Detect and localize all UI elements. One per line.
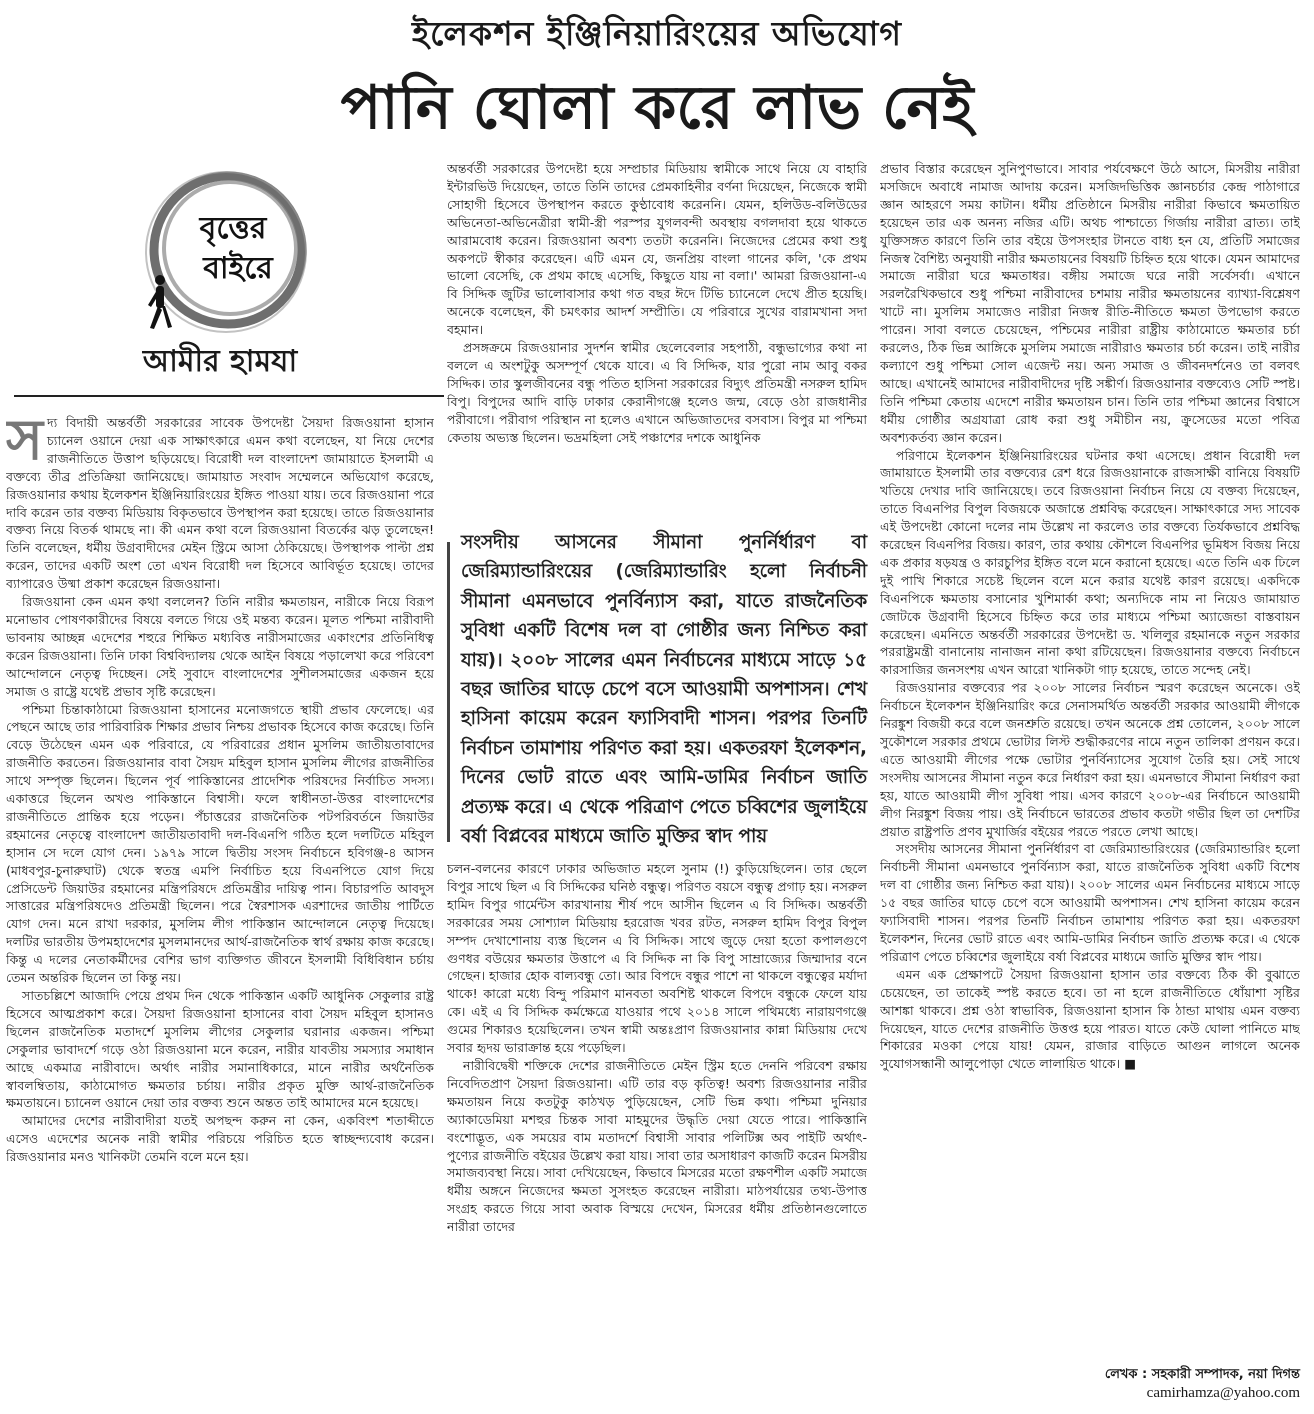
author-email[interactable]: camirhamza@yahoo.com <box>1146 1385 1300 1401</box>
author-name: আমীর হামযা <box>142 344 298 379</box>
paragraph: চলন-বলনের কারণে ঢাকার অভিজাত মহলে সুনাম (!) কুড়িয়েছিলেন। তার ছেলে বিপুর সাথে ছিল এ বি সিদ্দিকের ঘনিষ্ঠ বন্ধুত্ব। পরিণত বয়সে বন্ধুত্ব প্রগাঢ় হয়। নসরুল হামিদ বিপুর গার্মেন্টস কারখানায় শীর্ষ পদে আসীন ছিলেন এ বি সিদ্দিক। অন্তর্বর্তী সরকারের সময় সোশ্যাল মিডিয়ায় হররোজ খবর রটত, নসরুল হামিদ বিপুর বিপুল সম্পদ দেখাশোনায় ব্যস্ত ছিলেন এ বি সিদ্দিক। সাথে জুড়ে দেয়া হতো কপালগুণে গুণধর বউয়ের ক্ষমতার উত্তাপে এ বি সিদ্দিক না কি বিপু সাম্রাজ্যের জিম্মাদার বনে গেছেন। হাজার হোক বাল্যবন্ধু তো। আর বিপদে বন্ধুর পাশে না থাকলে বন্ধুত্বের মর্যাদা থাকে! কারো মধ্যে বিন্দু পরিমাণ মানবতা অবশিষ্ট থাকলে বিপদে বন্ধুকে ফেলে যায় কে। এই এ বি সিদ্দিক কর্মক্ষেত্রে যাওয়ার পথে ২০১৪ সালে পথিমধ্যে নারায়ণগঞ্জে গুমের শিকারও হয়েছিলেন। তখন স্বামী অন্তঃপ্রাণ রিজওয়ানার কান্না মিডিয়ায় দেখে সবার হৃদয় ভারাক্রান্ত হয়ে পড়েছিল। <box>447 861 867 1056</box>
pull-quote-text: সংসদীয় আসনের সীমানা পুনর্নির্ধারণ বা জেরিম্যান্ডারিংয়ের (জেরিম্যান্ডারিং হলো নির্বাচনী সীমানা এমনভাবে পুনর্বিন্যাস করা, যাতে রাজনৈতিক সুবিধা একটি বিশেষ দল বা গোষ্ঠীর জন্য নিশ্চিত করা যায়)। ২০০৮ সালের এমন নির্বাচনের মাধ্যমে সাড়ে ১৫ বছর জাতির ঘাড়ে চেপে বসে আওয়ামী অপশাসন। শেখ হাসিনা কায়েম করেন ফ্যাসিবাদী শাসন। পরপর তিনটি নির্বাচন তামাশায় পরিণত করা হয়। একতরফা ইলেকশন, দিনের ভোট রাতে এবং আমি-ডামির নির্বাচন জাতি প্রত্যক্ষ করে। এ থেকে পরিত্রাণ পেতে চব্বিশের জুলাইয়ে বর্ষা বিপ্লবের মাধ্যমে জাতি মুক্তির স্বাদ পায় <box>461 532 867 848</box>
drop-cap: স <box>6 414 43 473</box>
pull-quote-bar <box>447 542 450 842</box>
paragraph: নারীবিদ্বেষী শক্তিকে দেশের রাজনীতিতে মেইন স্ট্রিম হতে দেননি পরিবেশ রক্ষায় নিবেদিতপ্রাণ সৈয়দা রিজওয়ানা। এটি তার বড় কৃতিত্ব! অবশ্য রিজওয়ানার নারীর ক্ষমতায়ন নিয়ে কতটুকু কাঠখড় পুড়িয়েছেন, সেটি ভিন্ন কথা। পশ্চিমা দুনিয়ার অ্যাকাডেমিয়া মশহুর চিন্তক সাবা মাহমুদের উদ্ধৃতি দেয়া যেতে পারে। পাকিস্তানি বংশোদ্ভূত, এক সময়ের বাম মতাদর্শে বিশ্বাসী সাবার পলিটিক্স অব পাইটি অর্থাৎ- পুণ্যের রাজনীতি বইয়ের উল্লেখ করা যায়। সাবা তার অসাধারণ কাজটি করেন মিসরীয় সমাজব্যবস্থা নিয়ে। সাবা দেখিয়েছেন, কিভাবে মিসরের মতো রক্ষণশীল একটি সমাজে ধর্মীয় অঙ্গনে নিজেদের ক্ষমতা সুসংহত করেছেন নারীরা। মাঠপর্যায়ের তথ্য-উপাত্ত সংগ্রহ করতে গিয়ে সাবা অবাক বিস্ময়ে দেখেন, মিসরের ধর্মীয় প্রতিষ্ঠানগুলোতে নারীরা তাদের <box>447 1057 867 1235</box>
author-byline: লেখক : সহকারী সম্পাদক, নয়া দিগন্ত <box>1104 1367 1300 1382</box>
paragraph: আমাদের দেশের নারীবাদীরা যতই অপছন্দ করুন না কেন, একবিংশ শতাব্দীতে এসেও এদেশের অনেক নারী স্বামীর পরিচয়ে পরিচিত হতে স্বাচ্ছন্দ্যবোধ করেন। রিজওয়ানার মনও খানিকটা তেমনি বলে মনে হয়। <box>6 1113 434 1165</box>
article-column-2-top <box>447 160 867 518</box>
paragraph: পরিণামে ইলেকশন ইঞ্জিনিয়ারিংয়ের ঘটনার কথা এসেছে। প্রধান বিরোধী দল জামায়াতে ইসলামী তার বক্তব্যের রেশ ধরে রিজওয়ানাকে রাজসাক্ষী বানিয়ে বিষয়টি খতিয়ে দেখার দাবি জানিয়েছে। তবে রিজওয়ানা নির্বাচন নিয়ে যে বক্তব্য দিয়েছেন, তাতে বিএনপির বিপুল বিজয়কে অজান্তে প্রশ্নবিদ্ধ করেছেন। সাক্ষাৎকারে সদ্য সাবেক এই উপদেষ্টা কোনো দলের নাম উল্লেখ না করলেও তার বক্তব্যে তির্যকভাবে প্রশ্নবিদ্ধ করেছেন বিএনপির বিজয়। কারণ, তার কথায় কৌশলে বিএনপির ভূমিধস বিজয় নিয়ে এক প্রকার ষড়যন্ত্র ও কারচুপির ইঙ্গিত বলে মনে করানো হয়েছে। এতে তিনি এক ঢিলে দুই পাখি শিকারে সচেষ্ট ছিলেন বলে মনে করার যথেষ্ট কারণ রয়েছে। একদিকে বিএনপিকে ক্ষমতায় বসানোর খুশিমার্কা কথা; অন্যদিকে নাম না নিয়েও জামায়াত জোটকে উগ্রবাদী হিসেবে চিহ্নিত করে তার মাধ্যমে পশ্চিমা অ্যাজেন্ডা বাস্তবায়ন করেছেন। এমনিতে অন্তর্বর্তী সরকারের উপদেষ্টা ড. খলিলুর রহমানকে নতুন সরকার পররাষ্ট্রমন্ত্রী বানানোয় নানাজন নানা কথা রটিয়েছেন। রিজওয়ানার বক্তব্যে নির্বাচনে কারসাজির জনসংশয় এখন আরো খানিকটা গাঢ় হয়েছে, তাতে সন্দেহ নেই। <box>880 447 1300 678</box>
paragraph: রিজওয়ানা কেন এমন কথা বললেন? তিনি নারীর ক্ষমতায়ন, নারীকে নিয়ে বিরূপ মনোভাব পোষণকারীদের বিষয়ে বলতে গিয়ে ওই মন্তব্য করেন। মূলত পশ্চিমা নারীবাদী ভাবনায় আচ্ছন্ন এদেশের শহুরে শিক্ষিত মধ্যবিত্ত নারীসমাজের একাংশের প্রতিনিধিত্ব করেন রিজওয়ানা। তিনি ঢাকা বিশ্ববিদ্যালয় থেকে আইন বিষয়ে পড়ালেখা করে পরিবেশ আন্দোলনে নেতৃত্ব দিচ্ছেন। সেই সুবাদে বাংলাদেশের সুশীলসমাজের একজন হয়ে সমাজ ও রাষ্ট্রে যথেষ্ট প্রভাব সৃষ্টি করেছেন। <box>6 594 434 699</box>
paragraph: পশ্চিমা চিন্তাকাঠামো রিজওয়ানা হাসানের মনোজগতে স্থায়ী প্রভাব ফেলেছে। এর পেছনে আছে তার পারিবারিক শিক্ষার প্রভাব নিশ্চয় প্রভাবক হিসেবে কাজ করেছে। তিনি বেড়ে উঠেছেন এমন এক পরিবারে, যে পরিবারের প্রধান মুসলিম জাতীয়তাবাদের রাজনীতি করতেন। রিজওয়ানার বাবা সৈয়দ মহিবুল হাসান মুসলিম লীগের রাজনীতির সাথে সম্পৃক্ত ছিলেন। ছিলেন পূর্ব পাকিস্তানের প্রাদেশিক পরিষদের নির্বাচিত সদস্য। একাত্তরে ছিলেন অখণ্ড পাকিস্তানে বিশ্বাসী। ফলে স্বাধীনতা-উত্তর বাংলাদেশের রাজনীতিতে প্রান্তিক হয়ে পড়েন। পঁচাত্তরের রাজনৈতিক পটপরিবর্তনে জিয়াউর রহমানের নেতৃত্বে বাংলাদেশ জাতীয়তাবাদী দল-বিএনপি গঠিত হলে দলটিতে মহিবুল হাসান সে দলে যোগ দেন। ১৯৭৯ সালে দ্বিতীয় সংসদ নির্বাচনে হবিগঞ্জ-৪ আসন (মাধবপুর-চুনারুঘাট) থেকে স্বতন্ত্র এমপি নির্বাচিত হয়ে বিএনপিতে যোগ দিয়ে প্রেসিডেন্ট জিয়াউর রহমানের মন্ত্রিপরিষদে প্রতিমন্ত্রীর দায়িত্ব পান। বিচারপতি আবদুস সাত্তারের মন্ত্রিপরিষদেও প্রতিমন্ত্রী ছিলেন। পরে স্বৈরশাসক এরশাদের জাতীয় পার্টিতে যোগ দেন। মনে রাখা দরকার, মুসলিম লীগ পাকিস্তান আন্দোলনে নেতৃত্ব দিয়েছে। দলটির ভারতীয় উপমহাদেশের মুসলমানদের আর্থ-রাজনৈতিক স্বার্থ রক্ষায় কাজ করেছে। কিন্তু এ দলের নেতাকর্মীদের বেশির ভাগ ব্যক্তিগত জীবনে ইসলামী বিধিবিধান চর্চায় তেমন অন্তরিক ছিলেন তা কিন্তু নয়। <box>6 701 434 986</box>
article-column-1 <box>6 414 434 1414</box>
paragraph: সংসদীয় আসনের সীমানা পুনর্নির্ধারণ বা জেরিম্যান্ডারিংয়ের (জেরিম্যান্ডারিং হলো নির্বাচনী সীমানা এমনভাবে পুনর্বিন্যাস করা, যাতে রাজনৈতিক সুবিধা একটি বিশেষ দল বা গোষ্ঠীর জন্য নিশ্চিত করা যায়)। ২০০৮ সালের এমন নির্বাচনের মাধ্যমে সাড়ে ১৫ বছর জাতির ঘাড়ে চেপে বসে আওয়ামী অপশাসন। শেখ হাসিনা কায়েম করেন ফ্যাসিবাদী শাসন। পরপর তিনটি নির্বাচন তামাশায় পরিণত করা হয়। একতরফা ইলেকশন, দিনের ভোট রাতে এবং আমি-ডামির নির্বাচন জাতি প্রত্যক্ষ করে। এ থেকে পরিত্রাণ পেতে চব্বিশের জুলাইয়ে বর্ষা বিপ্লবের মাধ্যমে জাতি মুক্তির স্বাদ পায়। <box>880 841 1300 964</box>
column-logo-line1: বৃত্তের <box>199 211 267 246</box>
headline-kicker: ইলেকশন ইঞ্জিনিয়ারিংয়ের অভিযোগ <box>412 14 902 53</box>
author-divider <box>14 395 444 397</box>
paragraph: প্রভাব বিস্তার করেছেন সুনিপুণভাবে। সাবার পর্যবেক্ষণে উঠে আসে, মিসরীয় নারীরা মসজিদে অবাধে নামাজ আদায় করেন। মসজিদভিত্তিক জ্ঞানচর্চার কেন্দ্র পাঠাগারে জ্ঞান আহরণে সময় কাটান। ধর্মীয় প্রতিষ্ঠানে মিসরীয় নারীরা কিভাবে ক্ষমতায়িত হয়েছেন তার এক অনন্য নজির এটি। অথচ পাশ্চাত্যে গির্জায় নারীরা ব্রাত্য। তাই যুক্তিসঙ্গত কারণে তিনি তার বইয়ে উপসংহার টানতে বাধ্য হন যে, প্রতিটি সমাজের নিজস্ব বৈশিষ্ট্য অনুযায়ী নারীর ক্ষমতায়নের বিষয়টি চিহ্নিত হয়ে থাকে। যেমন আমাদের সমাজে নারীরা ঘরে ক্ষমতাধর। বঙ্গীয় সমাজে ঘরে নারী সর্বেসর্বা। এখানে সরলরৈখিকভাবে শুধু পশ্চিমা নারীবাদের চশমায় নারীর ক্ষমতায়নের ব্যাখ্যা-বিশ্লেষণ খাটে না। মুসলিম সমাজেও নারীরা নিজস্ব রীতি-নীতিতে ক্ষমতা উপভোগ করতে পারেন। সাবা বলতে চেয়েছেন, পশ্চিমের নারীরা রাষ্ট্রীয় কাঠামোতে ক্ষমতার চর্চা করলেও, ঠিক ভিন্ন আঙ্গিকে মুসলিম সমাজে নারীরাও ক্ষমতার চর্চা করেন। তাই নারীর কল্যাণে শুধু পশ্চিমা সোল এজেন্ট নয়। অন্য সমাজ ও জীবনদর্শনেও তা বলবৎ আছে। এখানেই আমাদের নারীবাদীদের দৃষ্টি সঙ্কীর্ণ। রিজওয়ানার বক্তব্যেও সেটি স্পষ্ট। তিনি পশ্চিমা কেতায় এদেশে নারীর ক্ষমতায়ন চান। তিনি তার পশ্চিমা জ্ঞানের বিশ্বাসে ধর্মীয় গোষ্ঠীর অগ্রযাত্রা রোধ করা শুধু সমীচীন নয়, ক্রুসেডের মতো পবিত্র অবশ্যকর্তব্য জ্ঞান করেন। <box>880 161 1300 445</box>
column-logo-line2: বাইরে <box>203 251 273 286</box>
column-logo <box>118 160 328 340</box>
paragraph: সাতচল্লিশে আজাদি পেয়ে প্রথম দিন থেকে পাকিস্তান একটি আধুনিক সেকুলার রাষ্ট্র হিসেবে আত্মপ্রকাশ করে। সৈয়দা রিজওয়ানা হাসানের বাবা সৈয়দ মহিবুল হাসানও ছিলেন রাজনৈতিক মতাদর্শে মুসলিম লীগের সেকুলার ঘরানার একজন। পশ্চিমা সেকুলার ভাবাদর্শে গড়ে ওঠা রিজওয়ানা মনে করেন, নারীর যাবতীয় সমস্যার সমাধান আছে একমাত্র নারীবাদে। অর্থাৎ নারীর সমানাধিকারে, মানে নারীর অর্থনৈতিক স্বাবলম্বিতায়, কাঠামোগত ক্ষমতার চর্চায়। নারীর প্রকৃত মুক্তি আর্থ-রাজনৈতিক ক্ষমতায়নে। চ্যানেল ওয়ানে দেয়া তার বক্তব্য শুনে অন্তত তাই আমাদের মনে হয়েছে। <box>6 988 434 1111</box>
pull-quote <box>447 528 867 848</box>
article-column-2-bottom <box>447 860 867 1408</box>
paragraph: এমন এক প্রেক্ষাপটে সৈয়দা রিজওয়ানা হাসান তার বক্তব্যে ঠিক কী বুঝাতে চেয়েছেন, তা তাকেই স্পষ্ট করতে হবে। তা না হলে রাজনীতিতে ধোঁয়াশা সৃষ্টির আশঙ্কা থাকবে। প্রশ্ন ওঠা স্বাভাবিক, রিজওয়ানা হাসান কি ঠান্ডা মাথায় এমন বক্তব্য দিয়েছেন, যাতে দেশের রাজনীতি উত্তপ্ত হয়ে পারত। যাতে কেউ ঘোলা পানিতে মাছ শিকারের মওকা পেয়ে যায়! যেমন, রাজার বাড়িতে আগুন লাগলে অনেক সুযোগসন্ধানী আলুপোড়া খেতে লালায়িত থাকে। ■ <box>880 966 1300 1072</box>
headline: পানি ঘোলা করে লাভ নেই <box>340 73 974 143</box>
article-column-3 <box>880 160 1300 1346</box>
paragraph: দ্য বিদায়ী অন্তর্বর্তী সরকারের সাবেক উপদেষ্টা সৈয়দা রিজওয়ানা হাসান চ্যানেল ওয়ানে দেয়া এক সাক্ষাৎকারে এমন কথা বলেছেন, যা নিয়ে দেশের রাজনীতিতে উত্তাপ ছড়িয়েছে। বিরোধী দল বাংলাদেশ জামায়াতে ইসলামী এ বক্তব্যে তীব্র প্রতিক্রিয়া জানিয়েছে। জামায়াত সংবাদ সম্মেলনে অভিযোগ করেছে, রিজওয়ানার কথায় ইলেকশন ইঞ্জিনিয়ারিংয়ের ইঙ্গিত পাওয়া যায়। তবে রিজওয়ানা পরে দাবি করেন তার বক্তব্য মিডিয়ায় বিকৃতভাবে উপস্থাপন করা হয়েছে। তাতে রিজওয়ানার বক্তব্য নিয়ে বিতর্ক থামছে না। কী এমন কথা বলে রিজওয়ানা বিতর্কের ঝড় তুলেছেন! তিনি বলেছেন, ধর্মীয় উগ্রবাদীদের মেইন স্ট্রিমে আসা ঠেকিয়েছে। উপস্থাপক পাল্টা প্রশ্ন করেন, তাদের একটি অংশ তো এখন বিরোধী দল হিসেবে আবির্ভূত হয়েছে। তাদের ব্যাপারেও উষ্মা প্রকাশ করেছেন রিজওয়ানা। <box>6 415 434 592</box>
paragraph: রিজওয়ানার বক্তব্যের পর ২০০৮ সালের নির্বাচন স্মরণ করেছেন অনেকে। ওই নির্বাচনে ইলেকশন ইঞ্জিনিয়ারিং করে সেনাসমর্থিত অন্তর্বর্তী সরকার আওয়ামী লীগকে নিরঙ্কুশ বিজয়ী করে বলে জনশ্রুতি রয়েছে। তখন অনেকে প্রশ্ন তোলেন, ২০০৮ সালে সুকৌশলে সরকার প্রথমে ভোটার লিস্ট শুদ্ধীকরণের নামে নতুন তালিকা প্রণয়ন করে। এতে আওয়ামী লীগের পক্ষে ভোটার পুনর্বিন্যাসের সুযোগ তৈরি হয়। সেই সাথে সংসদীয় আসনের সীমানা নতুন করে নির্ধারণ করা হয়। এমনভাবে সীমানা নির্ধারণ করা হয়, যাতে আওয়ামী লীগ সুবিধা পায়। এসব কারণে ২০০৮-এর নির্বাচনে আওয়ামী লীগ নিরঙ্কুশ বিজয় পায়। ওই নির্বাচনে ভারতের প্রভাব কতটা গভীর ছিল তা দেশটির প্রয়াত রাষ্ট্রপতি প্রণব মুখার্জির বইয়ের পরতে পরতে লেখা আছে। <box>880 680 1300 839</box>
paragraph: প্রসঙ্গক্রমে রিজওয়ানার সুদর্শন স্বামীর ছেলেবেলার সহপাঠী, বন্ধুভাগ্যের কথা না বললে এ অংশটুকু অসম্পূর্ণ থেকে যাবে। এ বি সিদ্দিক, যার পুরো নাম আবু বকর সিদ্দিক। তার স্কুলজীবনের বন্ধু পতিত হাসিনা সরকারের বিদ্যুৎ প্রতিমন্ত্রী নসরুল হামিদ বিপু। বিপুদের আদি বাড়ি ঢাকার কেরানীগঞ্জে হলেও জন্ম, বেড়ে ওঠা রাজধানীর পরীবাগে। পরীবাগ পরিস্থান না হলেও এখানে অভিজাতদের বসবাস। বিপুর মা পশ্চিমা কেতায় অভ্যস্ত ছিলেন। ভদ্রমহিলা সেই পঞ্চাশের দশকে আধুনিক <box>447 340 867 445</box>
paragraph: অন্তর্বর্তী সরকারের উপদেষ্টা হয়ে সম্প্রচার মিডিয়ায় স্বামীকে সাথে নিয়ে যে বাহারি ইন্টারভিউ দিয়েছেন, তাতে তিনি তাদের প্রেমকাহিনীর বর্ণনা দিয়েছেন, নিজেকে স্বামী সোহাগী হিসেবে উপস্থাপন করতে কুণ্ঠাবোধ করেননি। যেমন, হলিউড-বলিউডের অভিনেতা-অভিনেত্রীরা স্বামী-স্ত্রী পরস্পর যুগলবন্দী অবস্থায় বগলদাবা হয়ে থাকতে আরামবোধ করেন। রিজওয়ানা অবশ্য ততটা করেননি। নিজেদের প্রেমের কথা শুধু অকপটে স্বীকার করেছেন। এটি এমন যে, জনপ্রিয় বাংলা গানের কলি, 'কে প্রথম ভালো বেসেছি, কে প্রথম কাছে এসেছি, কিছুতে যায় না বলা।' আমরা রিজওয়ানা-এ বি সিদ্দিক জুটির ভালোবাসার কথা গত বছর ঈদে টিভি চ্যানেলে দেখে প্রীত হয়েছি। অনেকে বলেছেন, কী চমৎকার আদর্শ সম্প্রীতি। যে পরিবারে সুখের বারামখানা সদা বহমান। <box>447 161 867 338</box>
